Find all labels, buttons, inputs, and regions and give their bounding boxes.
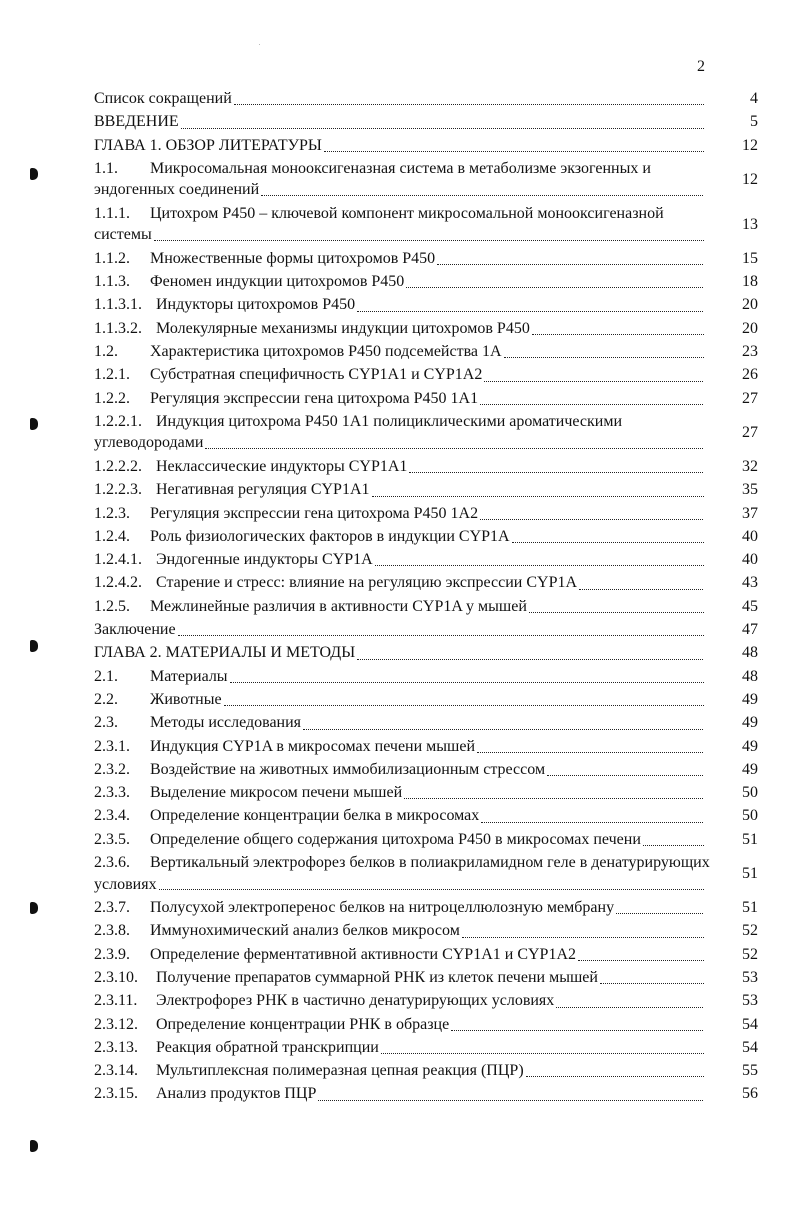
margin-mark bbox=[30, 640, 38, 652]
toc-entry-number: 2.3.10. bbox=[94, 968, 138, 986]
toc-entry-text bbox=[94, 896, 718, 919]
toc-entry-text bbox=[94, 270, 718, 293]
dot-leader bbox=[579, 589, 703, 590]
toc-entry-number: 2.3.5. bbox=[94, 830, 130, 848]
dot-leader bbox=[547, 775, 703, 776]
toc-entry-title: Получение препаратов суммарной РНК из клеток печени мышей bbox=[156, 968, 598, 986]
toc-entry-page: 49 bbox=[742, 760, 758, 778]
toc-entry-text bbox=[94, 548, 718, 571]
toc-entry-number: 1.2.2.1. bbox=[94, 412, 142, 430]
dot-leader bbox=[643, 845, 704, 846]
dot-leader bbox=[324, 151, 704, 152]
toc-entry-text bbox=[94, 1013, 718, 1036]
toc-entry-page: 49 bbox=[742, 690, 758, 708]
toc-entry-number: 1.2.4. bbox=[94, 527, 130, 545]
toc-entry-title: Характеристика цитохромов P450 подсемейства 1A bbox=[150, 343, 502, 361]
toc-entry-page: 53 bbox=[742, 992, 758, 1010]
toc-entry-title: Роль физиологических факторов в индукции CYP1A bbox=[150, 527, 510, 545]
toc-entry-title: Анализ продуктов ПЦР bbox=[156, 1085, 317, 1103]
toc-entry-page: 40 bbox=[742, 551, 758, 569]
toc-entry-text bbox=[94, 571, 718, 594]
toc-entry-text bbox=[94, 87, 718, 110]
dot-leader bbox=[406, 287, 703, 288]
dot-leader bbox=[462, 937, 704, 938]
toc-entry-number: 1.1.1. bbox=[94, 204, 130, 222]
margin-mark bbox=[30, 902, 38, 914]
toc-entry-title: Список сокращений bbox=[94, 90, 232, 107]
toc-entry bbox=[94, 641, 758, 664]
dot-leader bbox=[205, 448, 703, 449]
toc-entry-title: Иммунохимический анализ белков микросом bbox=[150, 922, 460, 940]
toc-entry bbox=[94, 735, 758, 758]
toc-entry-text bbox=[94, 317, 718, 340]
toc-entry-page: 45 bbox=[742, 597, 758, 615]
toc-entry-text bbox=[94, 665, 718, 688]
toc-entry-title: Эндогенные индукторы CYP1A bbox=[156, 551, 373, 569]
dot-leader bbox=[477, 752, 703, 753]
toc-entry bbox=[94, 1036, 758, 1059]
toc-entry-title: Воздействие на животных иммобилизационным стрессом bbox=[150, 760, 546, 778]
toc-entry-text bbox=[94, 758, 718, 781]
toc-entry bbox=[94, 828, 758, 851]
toc-entry-page: 35 bbox=[742, 481, 758, 499]
toc-entry-page: 51 bbox=[742, 899, 758, 917]
toc-entry-text bbox=[94, 595, 718, 618]
toc-entry-page: 54 bbox=[742, 1038, 758, 1056]
toc-entry-page: 20 bbox=[742, 319, 758, 337]
toc-entry-text bbox=[94, 203, 718, 246]
toc-entry-page: 32 bbox=[742, 457, 758, 475]
toc-entry-page: 48 bbox=[742, 644, 758, 662]
toc-entry bbox=[94, 1059, 758, 1082]
toc-entry-text bbox=[94, 852, 718, 895]
toc-entry-page: 4 bbox=[750, 90, 758, 107]
dot-leader bbox=[261, 195, 703, 196]
toc-entry-page: 50 bbox=[742, 784, 758, 802]
toc-entry-text bbox=[94, 1036, 718, 1059]
dot-leader bbox=[451, 1030, 703, 1031]
toc-entry-number: 2.3.2. bbox=[94, 760, 130, 778]
toc-entry-title: Субстратная специфичность CYP1A1 и CYP1A2 bbox=[150, 366, 483, 384]
toc-entry bbox=[94, 293, 758, 316]
dot-leader bbox=[529, 612, 704, 613]
toc-entry bbox=[94, 571, 758, 594]
toc-entry bbox=[94, 110, 758, 133]
toc-entry-page: 55 bbox=[742, 1062, 758, 1080]
toc-entry bbox=[94, 157, 758, 202]
toc-entry-page: 27 bbox=[742, 423, 758, 441]
table-of-contents bbox=[94, 87, 758, 1106]
toc-entry-page: 27 bbox=[742, 389, 758, 407]
margin-mark bbox=[30, 418, 38, 430]
toc-entry-number: 2.3.3. bbox=[94, 784, 130, 802]
toc-entry-page: 51 bbox=[742, 830, 758, 848]
toc-entry bbox=[94, 548, 758, 571]
toc-entry-title: Феномен индукции цитохромов P450 bbox=[150, 273, 405, 291]
toc-entry bbox=[94, 595, 758, 618]
toc-entry-title: Регуляция экспрессии гена цитохрома P450 1A2 bbox=[150, 504, 479, 522]
dot-leader bbox=[481, 822, 703, 823]
toc-entry-number: 1.2.4.2. bbox=[94, 574, 142, 592]
toc-entry-text bbox=[94, 247, 718, 270]
toc-entry-text bbox=[94, 1082, 718, 1105]
toc-entry bbox=[94, 247, 758, 270]
dot-leader bbox=[178, 635, 704, 636]
dot-leader bbox=[381, 1053, 704, 1054]
toc-entry bbox=[94, 134, 758, 157]
toc-entry-page: 20 bbox=[742, 296, 758, 314]
toc-entry-text bbox=[94, 828, 718, 851]
toc-entry-text bbox=[94, 641, 718, 664]
toc-entry-number: 2.3.1. bbox=[94, 737, 130, 755]
toc-entry-number: 1.1.3.2. bbox=[94, 319, 142, 337]
toc-entry-text bbox=[94, 363, 718, 386]
toc-entry-number: 2.1. bbox=[94, 667, 118, 685]
toc-entry-page: 5 bbox=[750, 113, 758, 131]
page-number: 2 bbox=[697, 58, 705, 75]
toc-entry bbox=[94, 989, 758, 1012]
dot-leader bbox=[318, 1100, 703, 1101]
toc-entry-page: 56 bbox=[742, 1085, 758, 1103]
dot-leader bbox=[409, 472, 703, 473]
scan-speck bbox=[259, 44, 260, 45]
toc-entry-title: Микросомальная монооксигеназная система в метаболизме экзогенных и эндогенных соединений bbox=[94, 159, 651, 199]
toc-entry bbox=[94, 711, 758, 734]
toc-entry bbox=[94, 943, 758, 966]
toc-entry-title: Материалы bbox=[150, 667, 228, 685]
toc-entry-number: 2.3.11. bbox=[94, 992, 138, 1010]
toc-entry-page: 47 bbox=[742, 621, 758, 639]
toc-entry-title: Старение и стресс: влияние на регуляцию экспрессии CYP1A bbox=[156, 574, 578, 592]
toc-entry-page: 51 bbox=[742, 864, 758, 882]
dot-leader bbox=[375, 565, 704, 566]
toc-entry-title: ГЛАВА 1. ОБЗОР ЛИТЕРАТУРЫ bbox=[94, 136, 322, 154]
dot-leader bbox=[234, 104, 704, 105]
toc-entry-text bbox=[94, 387, 718, 410]
dot-leader bbox=[224, 705, 704, 706]
dot-leader bbox=[600, 983, 704, 984]
toc-entry-text bbox=[94, 688, 718, 711]
toc-entry bbox=[94, 340, 758, 363]
toc-entry-page: 49 bbox=[742, 737, 758, 755]
toc-entry-number: 1.2.2. bbox=[94, 389, 130, 407]
toc-entry-title: Мультиплексная полимеразная цепная реакция (ПЦР) bbox=[156, 1062, 524, 1080]
toc-entry bbox=[94, 455, 758, 478]
toc-entry-text bbox=[94, 293, 718, 316]
toc-entry-text bbox=[94, 110, 718, 133]
toc-entry-title: Определение концентрации РНК в образце bbox=[156, 1015, 450, 1033]
toc-entry bbox=[94, 202, 758, 247]
toc-entry-text bbox=[94, 618, 718, 641]
toc-entry-number: 1.1. bbox=[94, 159, 118, 177]
toc-entry bbox=[94, 1013, 758, 1036]
toc-entry-title: Регуляция экспрессии гена цитохрома P450 1A1 bbox=[150, 389, 479, 407]
toc-entry-text bbox=[94, 134, 718, 157]
toc-entry-number: 2.3.8. bbox=[94, 922, 130, 940]
toc-entry bbox=[94, 317, 758, 340]
toc-entry-title: Вертикальный электрофорез белков в полиакриламидном геле в денатурирующих условиях bbox=[94, 854, 710, 893]
dot-leader bbox=[159, 889, 704, 890]
toc-entry-title: ВВЕДЕНИЕ bbox=[94, 113, 179, 131]
dot-leader bbox=[372, 496, 704, 497]
toc-entry bbox=[94, 896, 758, 919]
toc-entry-number: 1.2.5. bbox=[94, 597, 130, 615]
toc-entry-number: 2.2. bbox=[94, 690, 118, 708]
dot-leader bbox=[532, 334, 704, 335]
toc-entry-page: 53 bbox=[742, 968, 758, 986]
toc-entry-title: Молекулярные механизмы индукции цитохромов P450 bbox=[156, 319, 530, 337]
dot-leader bbox=[616, 913, 703, 914]
toc-entry-number: 2.3.6. bbox=[94, 854, 130, 872]
toc-entry-title: Животные bbox=[150, 690, 222, 708]
dot-leader bbox=[480, 404, 703, 405]
toc-entry-title: Определение общего содержания цитохрома P450 в микросомах печени bbox=[150, 830, 641, 848]
toc-entry-title: Цитохром P450 – ключевой компонент микросомальной монооксигеназной системы bbox=[94, 204, 664, 244]
toc-entry bbox=[94, 758, 758, 781]
toc-entry-title: Индукция цитохрома P450 1A1 полициклическими ароматическими углеводородами bbox=[94, 412, 623, 452]
toc-entry bbox=[94, 804, 758, 827]
toc-entry bbox=[94, 1082, 758, 1105]
dot-leader bbox=[484, 381, 703, 382]
dot-leader bbox=[181, 128, 704, 129]
dot-leader bbox=[556, 1007, 703, 1008]
toc-entry-title: Множественные формы цитохромов P450 bbox=[150, 249, 436, 267]
toc-entry-page: 26 bbox=[742, 366, 758, 384]
toc-entry-title: Индукторы цитохромов P450 bbox=[156, 296, 356, 314]
margin-mark bbox=[30, 1140, 38, 1152]
dot-leader bbox=[480, 519, 703, 520]
dot-leader bbox=[578, 960, 704, 961]
toc-entry-page: 12 bbox=[742, 170, 758, 188]
dot-leader bbox=[404, 798, 703, 799]
toc-entry bbox=[94, 387, 758, 410]
toc-entry-number: 2.3.4. bbox=[94, 807, 130, 825]
dot-leader bbox=[154, 240, 704, 241]
toc-entry-title: Выделение микросом печени мышей bbox=[150, 784, 403, 802]
toc-entry-title: Заключение bbox=[94, 621, 176, 639]
toc-entry bbox=[94, 966, 758, 989]
dot-leader bbox=[357, 311, 703, 312]
toc-entry-number: 2.3.9. bbox=[94, 945, 130, 963]
toc-entry-text bbox=[94, 804, 718, 827]
toc-entry-number: 1.2.4.1. bbox=[94, 551, 142, 569]
toc-entry-page: 52 bbox=[742, 945, 758, 963]
toc-entry bbox=[94, 919, 758, 942]
toc-entry-title: Негативная регуляция CYP1A1 bbox=[156, 481, 370, 499]
toc-entry bbox=[94, 665, 758, 688]
toc-entry-text bbox=[94, 411, 718, 454]
dot-leader bbox=[504, 357, 704, 358]
toc-entry bbox=[94, 410, 758, 455]
toc-entry-text bbox=[94, 340, 718, 363]
toc-entry-title: Полусухой электроперенос белков на нитроцеллюлозную мембрану bbox=[150, 899, 615, 917]
toc-entry-title: Определение концентрации белка в микросомах bbox=[150, 807, 480, 825]
toc-entry-title: Реакция обратной транскрипции bbox=[156, 1038, 379, 1056]
toc-entry bbox=[94, 87, 758, 110]
toc-entry-title: Электрофорез РНК в частично денатурирующих условиях bbox=[156, 992, 555, 1010]
margin-mark bbox=[30, 168, 38, 180]
toc-entry-page: 54 bbox=[742, 1015, 758, 1033]
toc-entry-number: 1.2.2.3. bbox=[94, 481, 142, 499]
toc-entry-page: 49 bbox=[742, 714, 758, 732]
toc-entry-page: 12 bbox=[742, 136, 758, 154]
toc-entry-number: 1.2.1. bbox=[94, 366, 130, 384]
toc-entry bbox=[94, 781, 758, 804]
dot-leader bbox=[526, 1076, 704, 1077]
toc-entry-text bbox=[94, 1059, 718, 1082]
toc-entry-page: 15 bbox=[742, 249, 758, 267]
toc-entry-number: 1.2. bbox=[94, 343, 118, 361]
toc-entry-text bbox=[94, 525, 718, 548]
toc-entry-text bbox=[94, 455, 718, 478]
toc-entry bbox=[94, 478, 758, 501]
toc-entry bbox=[94, 525, 758, 548]
toc-entry-number: 1.2.3. bbox=[94, 504, 130, 522]
toc-entry bbox=[94, 270, 758, 293]
dot-leader bbox=[357, 659, 703, 660]
toc-entry-number: 2.3.14. bbox=[94, 1062, 138, 1080]
toc-entry-page: 18 bbox=[742, 273, 758, 291]
toc-entry-page: 52 bbox=[742, 922, 758, 940]
toc-entry-title: Неклассические индукторы CYP1A1 bbox=[156, 457, 408, 475]
toc-entry-number: 2.3.15. bbox=[94, 1085, 138, 1103]
toc-entry bbox=[94, 688, 758, 711]
toc-entry-number: 2.3. bbox=[94, 714, 118, 732]
toc-entry-number: 1.1.3.1. bbox=[94, 296, 142, 314]
toc-entry-text bbox=[94, 158, 718, 201]
toc-entry-title: Определение ферментативной активности CYP1A1 и CYP1A2 bbox=[150, 945, 576, 963]
toc-entry bbox=[94, 363, 758, 386]
toc-entry-number: 2.3.12. bbox=[94, 1015, 138, 1033]
toc-entry-text bbox=[94, 919, 718, 942]
toc-entry-page: 23 bbox=[742, 343, 758, 361]
toc-entry-page: 40 bbox=[742, 527, 758, 545]
toc-entry-text bbox=[94, 943, 718, 966]
toc-entry-title: Методы исследования bbox=[150, 714, 302, 732]
toc-entry-text bbox=[94, 989, 718, 1012]
toc-entry-title: ГЛАВА 2. МАТЕРИАЛЫ И МЕТОДЫ bbox=[94, 644, 356, 662]
toc-entry-title: Индукция CYP1A в микросомах печени мышей bbox=[150, 737, 476, 755]
toc-entry-text bbox=[94, 502, 718, 525]
dot-leader bbox=[512, 542, 704, 543]
toc-entry-number: 2.3.7. bbox=[94, 899, 130, 917]
toc-entry-title: Межлинейные различия в активности CYP1A у мышей bbox=[150, 597, 527, 615]
dot-leader bbox=[230, 682, 704, 683]
toc-entry-number: 2.3.13. bbox=[94, 1038, 138, 1056]
toc-entry-text bbox=[94, 966, 718, 989]
toc-entry bbox=[94, 618, 758, 641]
toc-entry-page: 43 bbox=[742, 574, 758, 592]
toc-entry-page: 50 bbox=[742, 807, 758, 825]
toc-entry-text bbox=[94, 478, 718, 501]
toc-entry-page: 13 bbox=[742, 215, 758, 233]
toc-entry-text bbox=[94, 735, 718, 758]
toc-entry-text bbox=[94, 711, 718, 734]
toc-entry-number: 1.1.2. bbox=[94, 249, 130, 267]
toc-entry bbox=[94, 502, 758, 525]
toc-entry-page: 48 bbox=[742, 667, 758, 685]
toc-entry-number: 1.1.3. bbox=[94, 273, 130, 291]
toc-entry-text bbox=[94, 781, 718, 804]
toc-entry-number: 1.2.2.2. bbox=[94, 457, 142, 475]
toc-entry-page: 37 bbox=[742, 504, 758, 522]
toc-entry bbox=[94, 851, 758, 896]
dot-leader bbox=[437, 264, 703, 265]
dot-leader bbox=[303, 729, 703, 730]
